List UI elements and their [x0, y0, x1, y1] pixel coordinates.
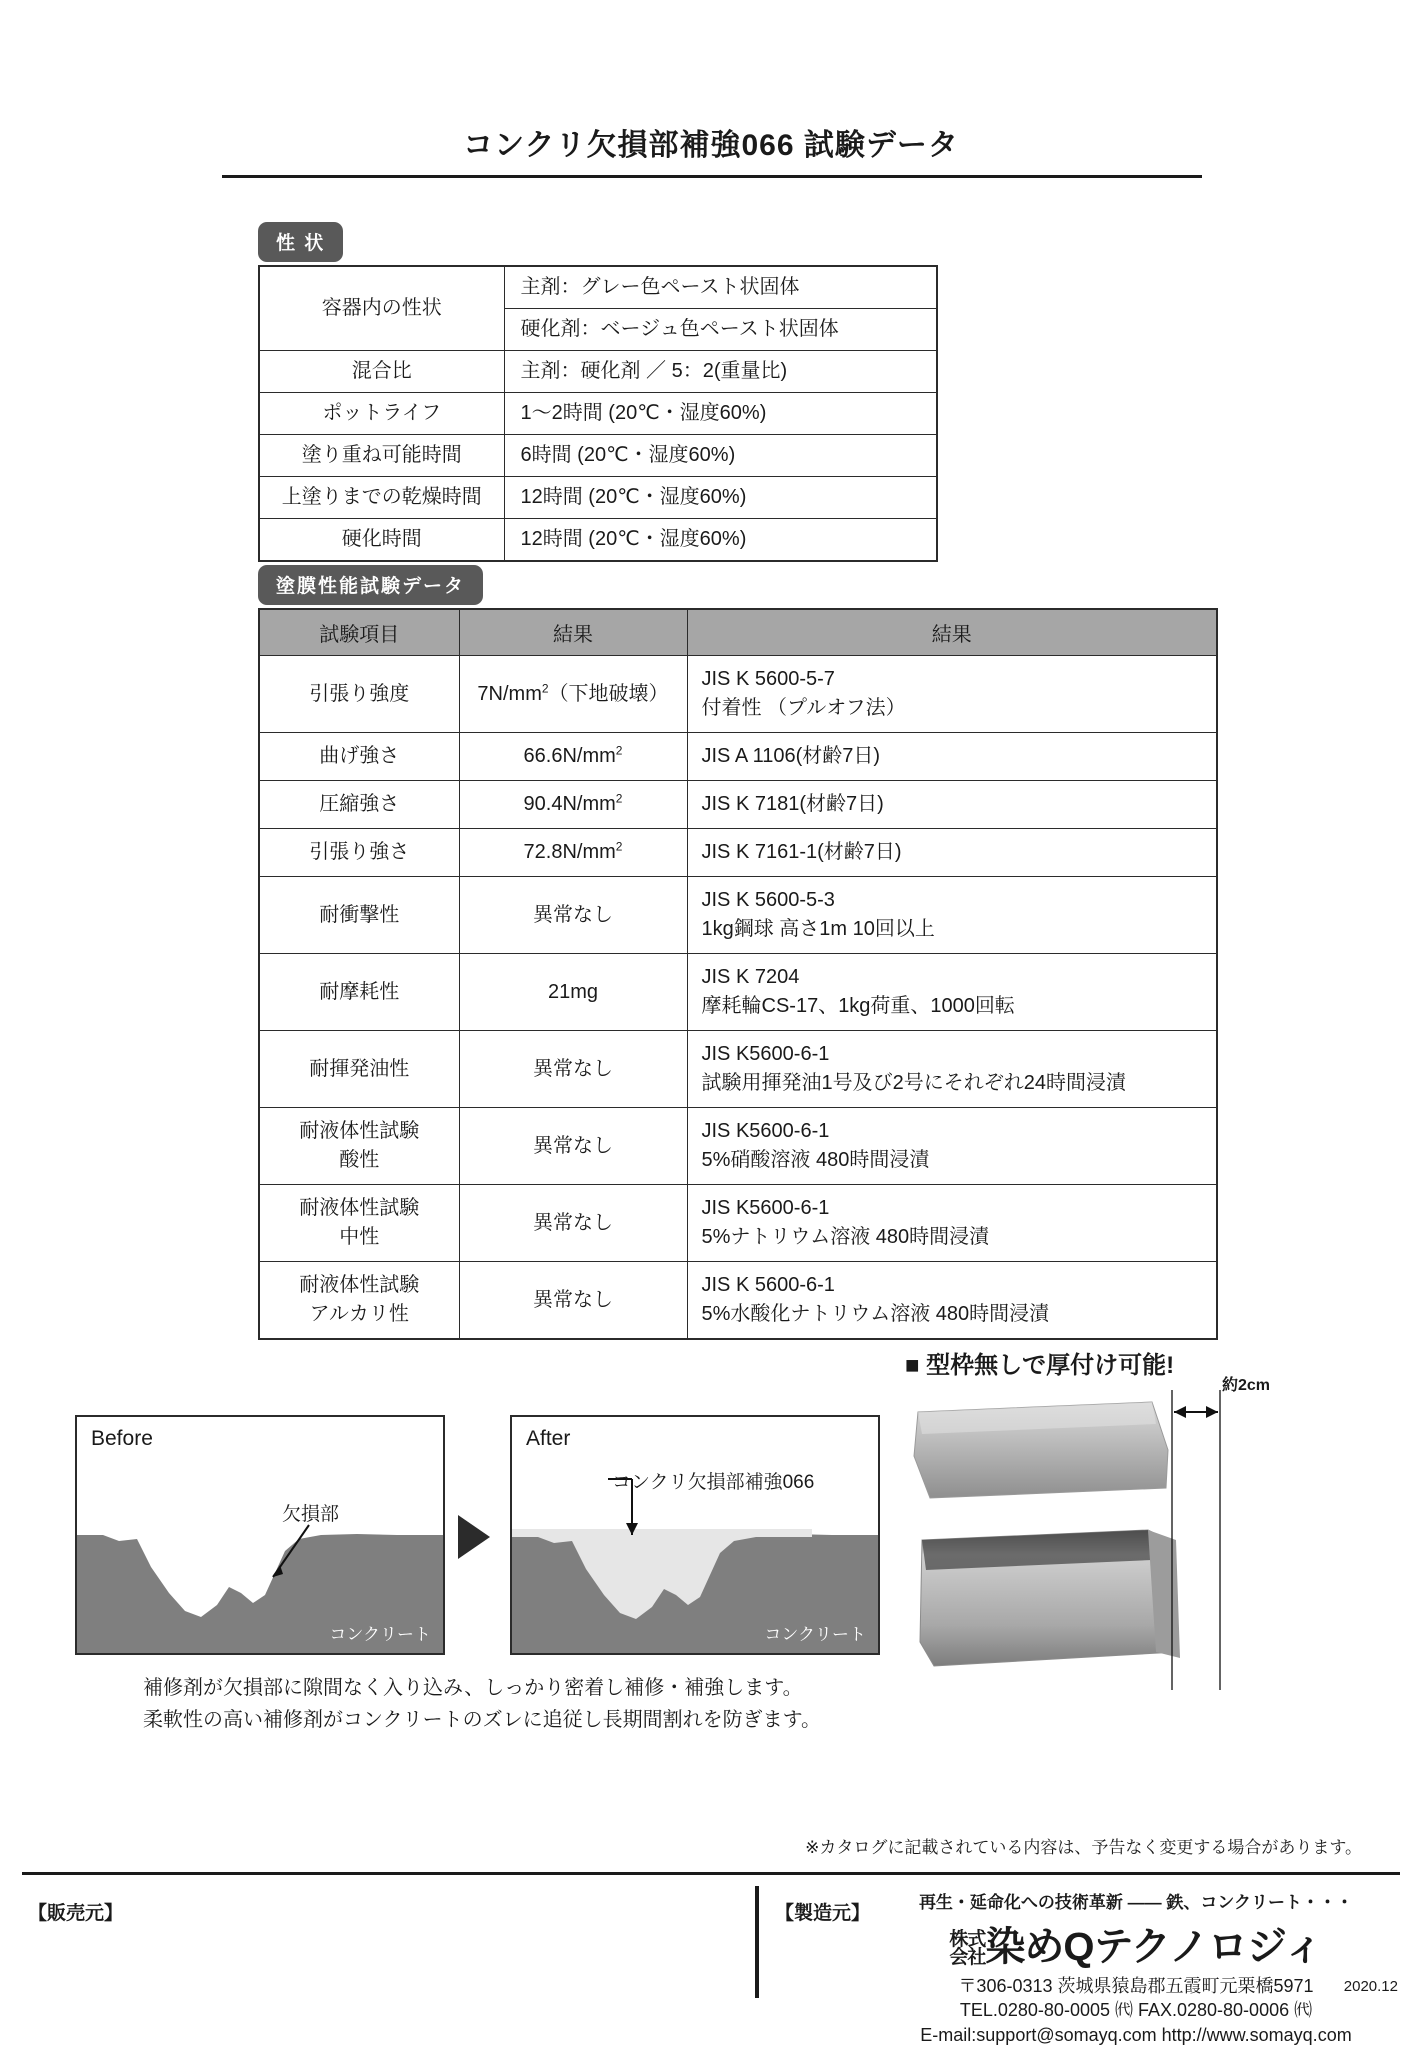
property-label: 上塗りまでの乾燥時間: [259, 477, 504, 519]
unit-superscript: 2: [615, 743, 623, 758]
column-header-result: 結果: [459, 609, 687, 656]
photo-panel-heading: [905, 1345, 1174, 1380]
photo-panel-heading-text: 型枠無しで厚付け可能!: [926, 1352, 1175, 1379]
diagram-after: [510, 1415, 880, 1655]
table-row: [259, 1031, 1217, 1108]
page-title-wrap: [0, 120, 1422, 164]
test-standard: JIS K 5600-5-7 付着性 （プルオフ法）: [687, 656, 1217, 733]
property-value: 主剤：硬化剤 ／ 5：2(重量比): [504, 351, 937, 393]
test-item: 耐揮発油性: [259, 1031, 459, 1108]
test-standard: JIS K 7161-1(材齢7日): [687, 829, 1217, 877]
section-badge-properties: 性 状: [258, 222, 343, 262]
performance-table: [258, 608, 1218, 1340]
table-row: [259, 266, 937, 309]
unit-superscript: 2: [615, 839, 623, 854]
property-label: ポットライフ: [259, 393, 504, 435]
company-logo: [862, 1915, 1410, 1972]
title-underline: [222, 175, 1202, 178]
properties-table: [258, 265, 938, 562]
property-label: 硬化時間: [259, 519, 504, 562]
diagram-after-label: After: [526, 1427, 571, 1450]
test-standard: JIS K 5600-5-3 1kg鋼球 高さ1m 10回以上: [687, 877, 1217, 954]
diagram-before-callout: 欠損部: [282, 1504, 340, 1525]
test-result: 異常なし: [459, 1185, 687, 1262]
footer-divider: [22, 1872, 1400, 1875]
disclaimer-text: ※カタログに記載されている内容は、予告なく変更する場合があります。: [805, 1838, 1362, 1857]
diagram-after-callout: コンクリ欠損部補強066: [612, 1472, 815, 1493]
thickness-dimension-label: 約2cm: [1222, 1377, 1271, 1394]
test-result: $90.4N/mm^2$: [459, 781, 687, 829]
table-header-row: [259, 609, 1217, 656]
test-item: 耐衝撃性: [259, 877, 459, 954]
note-line-1: 補修剤が欠損部に隙間なく入り込み、しっかり密着し補修・補強します。: [143, 1677, 803, 1699]
process-arrow-icon: [458, 1515, 490, 1559]
test-item: 耐液体性試験 酸性: [259, 1108, 459, 1185]
seller-label: 【販売元】: [28, 1903, 124, 1924]
table-row: [259, 393, 937, 435]
table-row: [259, 519, 937, 562]
test-result: 異常なし: [459, 877, 687, 954]
property-value: 1〜2時間 (20℃・湿度60%): [504, 393, 937, 435]
thickness-photo-graphic: [900, 1390, 1260, 1690]
footer-vertical-divider: [755, 1886, 759, 1998]
property-label: 容器内の性状: [259, 266, 504, 351]
table-row: [259, 954, 1217, 1031]
table-row: [259, 477, 937, 519]
concrete-label-before: コンクリート: [329, 1625, 431, 1644]
test-item: 引張り強度: [259, 656, 459, 733]
logo-kaisha: 会社: [949, 1947, 986, 1969]
table-row: [259, 1108, 1217, 1185]
test-item: 引張り強さ: [259, 829, 459, 877]
property-value: 硬化剤：ベージュ色ペースト状固体: [504, 309, 937, 351]
logo-name: 染めQテクノロジィ: [985, 1925, 1323, 1969]
unit-superscript: 2: [615, 791, 623, 806]
property-value: 主剤：グレー色ペースト状固体: [504, 266, 937, 309]
test-standard: JIS K 7181(材齢7日): [687, 781, 1217, 829]
diagram-before-graphic: [77, 1417, 443, 1653]
concrete-label-after: コンクリート: [764, 1625, 866, 1644]
diagram-after-graphic: [512, 1417, 878, 1653]
column-header-standard: 結果: [687, 609, 1217, 656]
test-standard: JIS K 5600-6-1 5%水酸化ナトリウム溶液 480時間浸漬: [687, 1262, 1217, 1340]
test-result: $66.6N/mm^2$: [459, 733, 687, 781]
test-result: 異常なし: [459, 1108, 687, 1185]
brand-tagline: 再生・延命化への技術革新 —— 鉄、コンクリート・・・: [918, 1893, 1354, 1912]
brand-block: [862, 1888, 1410, 2047]
table-row: [259, 1262, 1217, 1340]
test-result: 異常なし: [459, 1262, 687, 1340]
column-header-item: 試験項目: [259, 609, 459, 656]
logo-kabushiki: 株式: [949, 1929, 986, 1951]
test-item: 圧縮強さ: [259, 781, 459, 829]
table-row: [259, 733, 1217, 781]
note-line-2: 柔軟性の高い補修剤がコンクリートのズレに追従し長期間割れを防ぎます。: [143, 1709, 821, 1731]
table-row: [259, 351, 937, 393]
test-standard: JIS K 7204 摩耗輪CS-17、1kg荷重、1000回転: [687, 954, 1217, 1031]
property-value: 12時間 (20℃・湿度60%): [504, 477, 937, 519]
property-value: 6時間 (20℃・湿度60%): [504, 435, 937, 477]
test-item: 耐液体性試験 中性: [259, 1185, 459, 1262]
company-contact: E-mail:support@somayq.com http://www.somayq.com: [920, 2024, 1352, 2045]
section-badge-performance: 塗膜性能試験データ: [258, 565, 483, 605]
test-standard: JIS K5600-6-1 試験用揮発油1号及び2号にそれぞれ24時間浸漬: [687, 1031, 1217, 1108]
page-title: コンクリ欠損部補強066 試験データ: [463, 129, 959, 162]
test-standard: JIS A 1106(材齢7日): [687, 733, 1217, 781]
property-label: 塗り重ね可能時間: [259, 435, 504, 477]
thickness-photo: [900, 1390, 1260, 1690]
table-row: [259, 656, 1217, 733]
test-result: $72.8N/mm^2$: [459, 829, 687, 877]
table-row: [259, 877, 1217, 954]
company-telfax: TEL.0280-80-0005 ㈹ FAX.0280-80-0006 ㈹: [959, 2000, 1313, 2021]
company-logo-kabushikigaisha: [949, 1931, 985, 1967]
test-item: 耐液体性試験 アルカリ性: [259, 1262, 459, 1340]
table-row: [259, 781, 1217, 829]
property-value: 12時間 (20℃・湿度60%): [504, 519, 937, 562]
company-address: 〒306-0313 茨城県猿島郡五霞町元栗橋5971: [958, 1976, 1314, 1996]
table-row: [259, 435, 937, 477]
maker-label: 【製造元】: [775, 1903, 871, 1924]
test-item: 耐摩耗性: [259, 954, 459, 1031]
square-bullet-icon: ■: [905, 1352, 920, 1379]
test-standard: JIS K5600-6-1 5%ナトリウム溶液 480時間浸漬: [687, 1185, 1217, 1262]
diagram-before: [75, 1415, 445, 1655]
test-standard: JIS K5600-6-1 5%硝酸溶液 480時間浸漬: [687, 1108, 1217, 1185]
property-label: 混合比: [259, 351, 504, 393]
test-result: 異常なし: [459, 1031, 687, 1108]
test-result: 21mg: [459, 954, 687, 1031]
unit-superscript: 2: [541, 680, 549, 695]
table-row: [259, 1185, 1217, 1262]
test-result: $7N/mm^2$（下地破壊）: [459, 656, 687, 733]
diagram-before-label: Before: [91, 1427, 153, 1450]
table-row: [259, 829, 1217, 877]
illustration-note: [143, 1672, 821, 1736]
date-code: 2020.12: [1343, 1978, 1398, 1995]
test-item: 曲げ強さ: [259, 733, 459, 781]
